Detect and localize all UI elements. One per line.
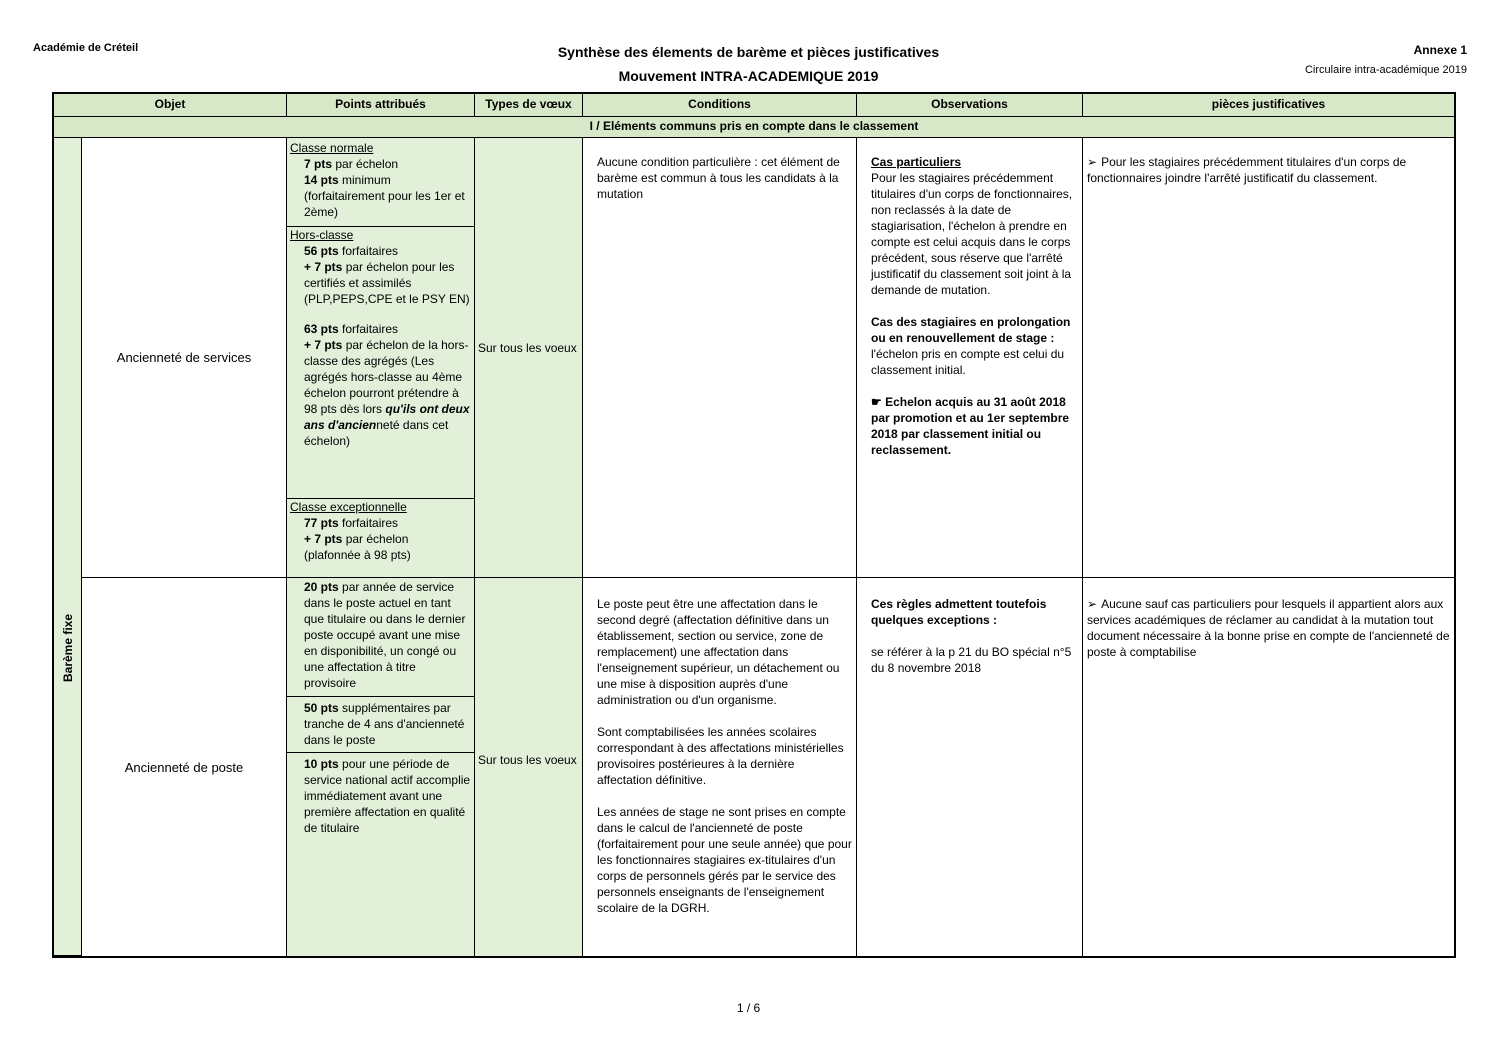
pts-text: par échelon (332, 157, 399, 171)
circular-label: Circulaire intra-académique 2019 (1304, 64, 1467, 76)
col-header-objet: Objet (54, 94, 287, 117)
obs-text: Pour les stagiaires précédemment titulaires d'un corps de fonctionnaires, non reclassés à la date de stagiarisation, l'échelon à prendre en compte est celui acquis dans le corps précédent, sous réserve que l'arrêté justificatif du classement soit joint à la demande de mutation. (871, 171, 1073, 297)
pts-value: 10 pts (304, 757, 339, 771)
row1-pieces-text: ➢ Pour les stagiaires précédemment titulaires d'un corps de fonctionnaires joindre l'arrêté justificatif du classement. (1087, 154, 1448, 186)
obs-heading: Cas particuliers (871, 155, 962, 169)
row1-objet-label: Ancienneté de services (116, 350, 252, 365)
pts-value: 50 pts (304, 701, 339, 715)
pts-value: 63 pts (304, 322, 339, 336)
pts-text: (forfaitairement pour les 1er et 2ème) (304, 189, 465, 219)
classe-exceptionnelle-title: Classe exceptionnelle (290, 500, 407, 514)
page-number: 1 / 6 (736, 1001, 761, 1015)
pts-value: 14 pts (304, 173, 339, 187)
row2-points (287, 578, 475, 956)
pts-text: supplémentaires par tranche de 4 ans d'ancienneté dans le poste (304, 701, 465, 747)
pts-text: (plafonnée à 98 pts) (304, 548, 411, 562)
row1-points (287, 138, 475, 578)
side-label: Barème fixe (61, 613, 76, 683)
annex-info (1305, 40, 1467, 80)
col-header-conditions: Conditions (583, 94, 857, 117)
row1-conditions-text: Aucune condition particulière : cet élément de barème est commun à tous les candidats à la mutation (597, 155, 840, 201)
obs-heading: Cas des stagiaires en prolongation ou en renouvellement de stage : (871, 315, 1071, 345)
pts-text: par année de service dans le poste actuel en tant que titulaire ou dans le dernier poste occupé avant une mise en disponibilité, un congé ou une affectation à titre provisoire (304, 580, 466, 690)
pts-text: par échelon pour les certifiés et assimilés (PLP,PEPS,CPE et le PSY EN) (304, 260, 470, 306)
obs-text: l'échelon pris en compte est celui du classement initial. (871, 347, 1065, 377)
pts-text: neté dans cet échelon) (304, 418, 449, 448)
obs-text: se référer à la p 21 du BO spécial n°5 du 8 novembre 2018 (871, 645, 1072, 675)
pts-emphasis: qu'ils ont deux ans d'ancien (304, 402, 470, 432)
row2-observations (857, 578, 1083, 956)
row2-objet (82, 578, 287, 956)
row1-pieces (1083, 138, 1454, 578)
conditions-text: Sont comptabilisées les années scolaires correspondant à des affectations ministérielles provisoires postérieures à la dernière affectation définitive. (597, 725, 844, 787)
hors-classe-title: Hors-classe (290, 228, 354, 242)
row1-observations (857, 138, 1083, 578)
row2-pieces-text: ➢ Aucune sauf cas particuliers pour lesquels il appartient alors aux services académiques de réclamer au candidat à la mutation tout document nécessaire à la bonne prise en compte de l'ancienneté de poste à comptabilise (1087, 596, 1452, 660)
row1-conditions (583, 138, 857, 578)
pts-value: 56 pts (304, 244, 339, 258)
row2-types (475, 578, 583, 956)
pts-value: 7 pts (304, 157, 333, 171)
row1-types (475, 138, 583, 578)
row2-objet-label: Ancienneté de poste (124, 759, 244, 775)
document-title (0, 40, 1497, 88)
pts-text: par échelon de la hors-classe des agrégés (Les agrégés hors-classe au 4ème échelon pourront prétendre à 98 pts dès lors (304, 338, 469, 416)
title-line-1: Synthèse des élements de barème et pièces justificatives (557, 44, 940, 60)
pts-value: + 7 pts (304, 532, 343, 546)
row2-conditions (583, 578, 857, 956)
conditions-text: Le poste peut être une affectation dans le second degré (affectation définitive dans un établissement, section ou service, zone de remplacement) une affectation dans l'enseignement supérieur, un détachement ou une mise à disposition auprès d'une administration ou d'un organisme. (597, 597, 840, 707)
pts-value: + 7 pts (304, 338, 343, 352)
col-header-pieces: pièces justificatives (1083, 94, 1454, 117)
pts-text: minimum (338, 173, 391, 187)
section-title: I / Eléments communs pris en compte dans le classement (54, 117, 1454, 138)
title-line-2: Mouvement INTRA-ACADEMIQUE 2019 (618, 68, 879, 84)
bareme-table (52, 92, 1456, 958)
col-header-types: Types de vœux (475, 94, 583, 117)
conditions-text: Les années de stage ne sont prises en compte dans le calcul de l'ancienneté de poste (forfaitairement pour une seule année) que pour les fonctionnaires stagiaires ex-titulaires d'un corps de personnels gérés par le service des personnels enseignants de l'enseignement scolaire de la DGRH. (597, 805, 852, 915)
row1-types-text: Sur tous les voeux (478, 341, 577, 355)
col-header-observations: Observations (857, 94, 1083, 117)
pts-text: pour une période de service national actif accomplie immédiatement avant une première affectation en qualité de titulaire (304, 757, 471, 835)
classe-normale-title: Classe normale (290, 141, 374, 155)
col-header-points: Points attribués (287, 94, 475, 117)
pts-text: forfaitaires (338, 244, 399, 258)
row1-objet (82, 138, 287, 578)
row2-pieces (1083, 578, 1454, 956)
obs-heading: Ces règles admettent toutefois quelques exceptions : (871, 597, 1047, 627)
pts-value: + 7 pts (304, 260, 343, 274)
side-label-cell (54, 138, 82, 956)
pts-text: par échelon (342, 532, 409, 546)
annex-label: Annexe 1 (1413, 43, 1467, 57)
pts-value: 77 pts (304, 516, 339, 530)
academy-label: Académie de Créteil (33, 42, 139, 54)
pts-value: 20 pts (304, 580, 339, 594)
row2-types-text: Sur tous les voeux (478, 753, 577, 767)
pts-text: forfaitaires (338, 322, 399, 336)
pts-text: forfaitaires (338, 516, 399, 530)
obs-note: ☛ Echelon acquis au 31 août 2018 par promotion et au 1er septembre 2018 par classement initial ou reclassement. (871, 395, 1070, 457)
